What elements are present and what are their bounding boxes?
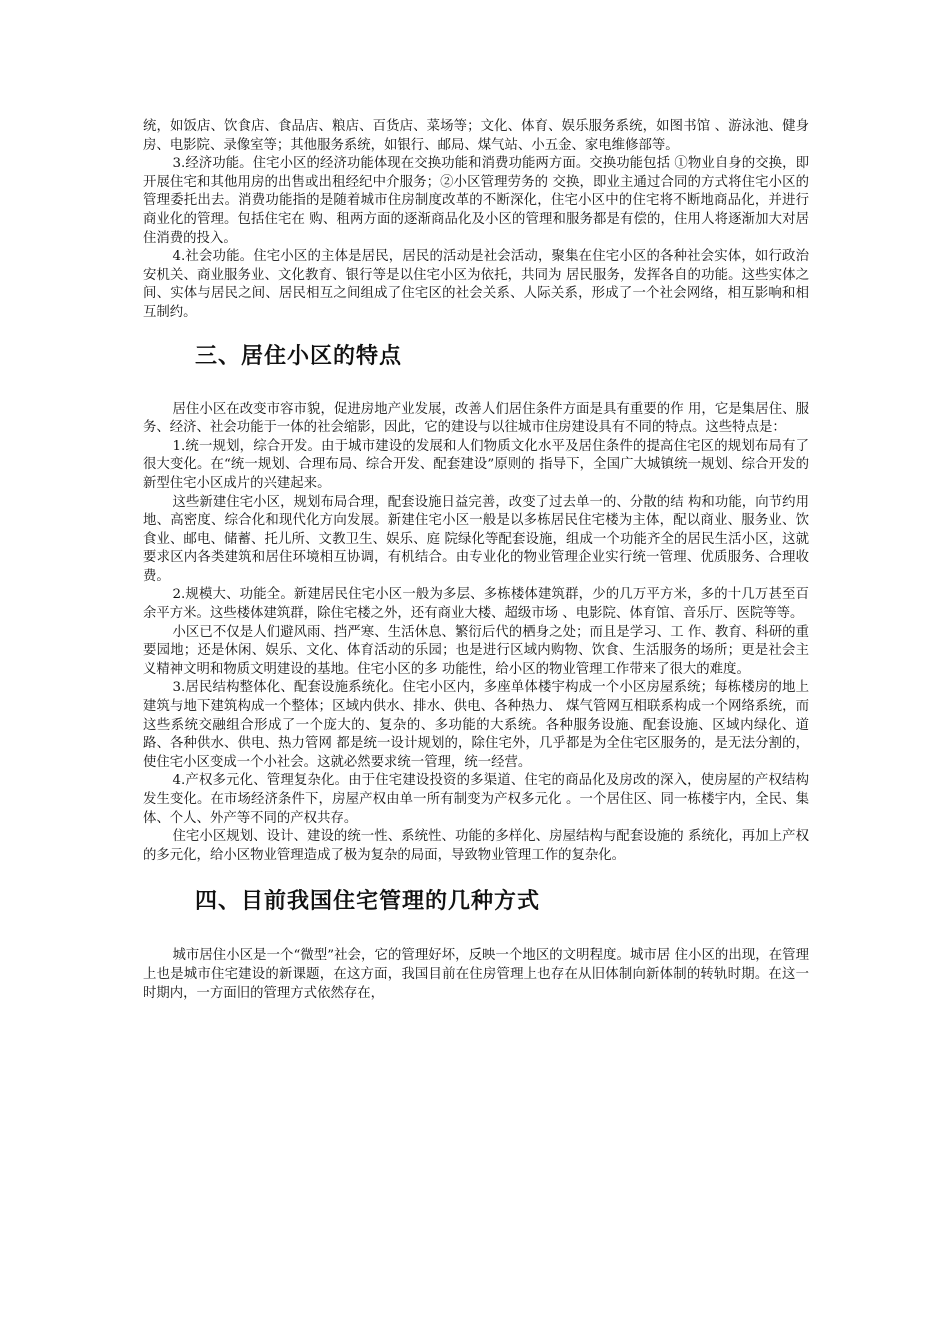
paragraph-feature-3: 3.居民结构整体化、配套设施系统化。住宅小区内，多座单体楼宇构成一个小区房屋系统；每栋楼房的地上建筑与地下建筑构成一个整体；区域内供水、排水、供电、各种热力、 煤气管网互相联系构成一个网络系统，而这些系统交融组合形成了一个庞大的、复杂的、多功能的大系统。各种服务设施、配套设施、区域内绿化、道路、各种供水、供电、热力管网 都是统一设计规划的，除住宅外，几乎都是为全住宅区服务的，是无法分割的，使住宅小区变成一个小社会。这就必然要求统一管理，统一经营。 <box>143 680 809 770</box>
paragraph-section-4-intro: 城市居住小区是一个“微型”社会，它的管理好坏，反映一个地区的文明程度。城市居 住小区的出现，在管理上也是城市住宅建设的新课题，在这方面，我国目前在住房管理上也存在从旧体制向新体制的转轨时期。在这一时期内，一方面旧的管理方式依然存在， <box>143 948 809 1001</box>
section-heading-3: 三、居住小区的特点 <box>195 343 403 369</box>
section-heading-4: 四、目前我国住宅管理的几种方式 <box>195 889 541 915</box>
paragraph-feature-1-detail: 这些新建住宅小区，规划布局合理，配套设施日益完善，改变了过去单一的、分散的结 构和功能，向节约用地、高密度、综合化和现代化方向发展。新建住宅小区一般是以多栋居民住宅楼为主体，配以商业、服务业、饮食业、邮电、储蓄、托儿所、文教卫生、娱乐、庭 院绿化等配套设施，组成一个功能齐全的居民生活小区，这就要求区内各类建筑和居住环境相互协调，有机结合。由专业化的物业管理企业实行统一管理、优质服务、合理收费。 <box>143 494 809 584</box>
paragraph-section-3-intro: 居住小区在改变市容市貌，促进房地产业发展，改善人们居住条件方面是具有重要的作 用，它是集居住、服务、经济、社会功能于一体的社会缩影，因此，它的建设与以往城市住房建设具有不同的特点。这些特点是： <box>143 401 809 436</box>
paragraph-service-systems: 统，如饭店、饮食店、食品店、粮店、百货店、菜场等；文化、体育、娱乐服务系统，如图书馆 、游泳池、健身房、电影院、录像室等；其他服务系统，如银行、邮局、煤气站、小五金、家电维修部等。 <box>143 119 809 153</box>
document-page <box>143 118 809 1003</box>
paragraph-feature-1: 1.统一规划，综合开发。由于城市建设的发展和人们物质文化水平及居住条件的提高住宅区的规划布局有了很大变化。在“统一规划、合理布局、综合开发、配套建设”原则的 指导下，全国广大城镇统一规划、综合开发的新型住宅小区成片的兴建起来。 <box>143 438 809 491</box>
paragraph-feature-4: 4.产权多元化、管理复杂化。由于住宅建设投资的多渠道、住宅的商品化及房改的深入，使房屋的产权结构发生变化。在市场经济条件下，房屋产权由单一所有制变为产权多元化 。一个居住区、同一栋楼宇内，全民、集体、个人、外产等不同的产权共存。 <box>143 773 809 826</box>
paragraph-feature-2: 2.规模大、功能全。新建居民住宅小区一般为多层、多栋楼体建筑群，少的几万平方米，多的十几万甚至百余平方米。这些楼体建筑群，除住宅楼之外，还有商业大楼、超级市场 、电影院、体育馆、音乐厅、医院等等。 <box>143 587 809 622</box>
paragraph-feature-4-detail: 住宅小区规划、设计、建设的统一性、系统性、功能的多样化、房屋结构与配套设施的 系统化，再加上产权的多元化，给小区物业管理造成了极为复杂的局面，导致物业管理工作的复杂化。 <box>143 829 809 863</box>
paragraph-economic-function: 3.经济功能。住宅小区的经济功能体现在交换功能和消费功能两方面。交换功能包括 ①物业自身的交换，即开展住宅和其他用房的出售或出租经纪中介服务；②小区管理劳务的 交换，即业主通过合同的方式将住宅小区的管理委托出去。消费功能指的是随着城市住房制度改革的不断深化，住宅小区中的住宅将不断地商品化，并进行商业化的管理。包括住宅在 购、租两方面的逐渐商品化及小区的管理和服务都是有偿的，住用人将逐渐加大对居住消费的投入。 <box>143 156 809 246</box>
paragraph-feature-2-detail: 小区已不仅是人们避风雨、挡严寒、生活休息、繁衍后代的栖身之处；而且是学习、工 作、教育、科研的重要园地；还是休闲、娱乐、文化、体育活动的乐园；也是进行区域内购物、饮食、生活服务的场所；更是社会主义精神文明和物质文明建设的基地。住宅小区的多 功能性，给小区的物业管理工作带来了很大的难度。 <box>143 624 809 677</box>
paragraph-social-function: 4.社会功能。住宅小区的主体是居民，居民的活动是社会活动，聚集在住宅小区的各种社会实体，如行政治安机关、商业服务业、文化教育、银行等是以住宅小区为依托，共同为 居民服务，发挥各自的功能。这些实体之间、实体与居民之间、居民相互之间组成了住宅区的社会关系、人际关系，形成了一个社会网络，相互影响和相互制约。 <box>143 249 809 320</box>
